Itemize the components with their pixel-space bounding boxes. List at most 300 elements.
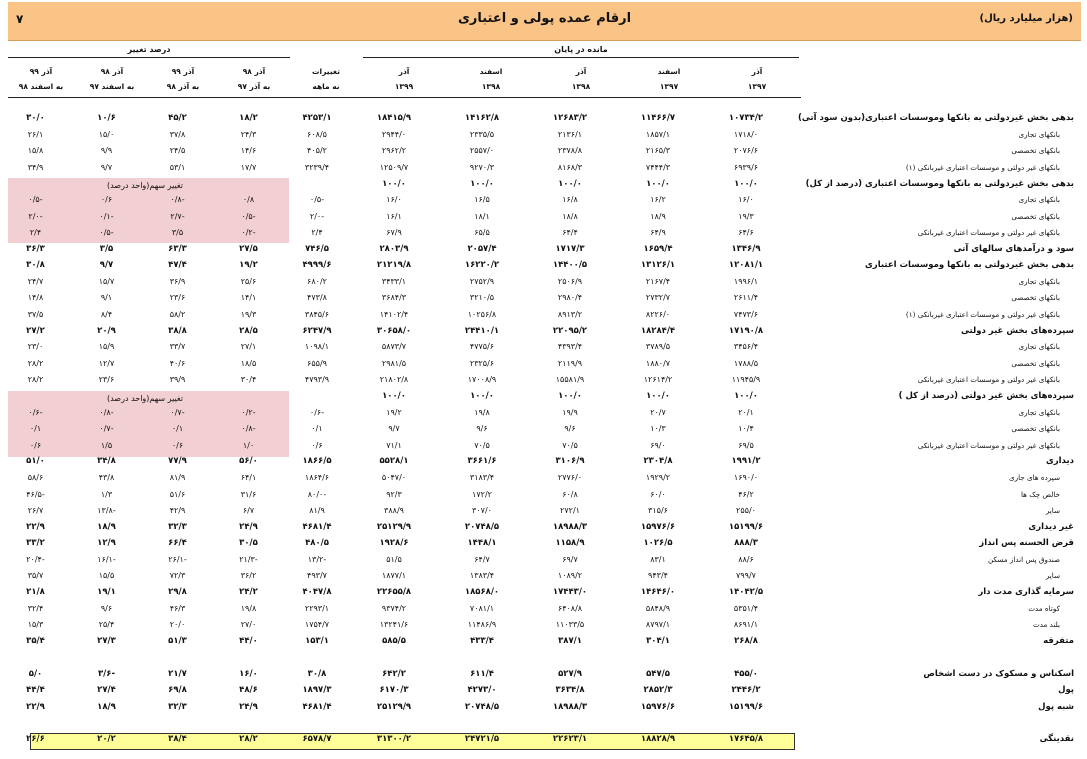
table-cell: ۱۸۶۶/۵ — [302, 456, 332, 467]
table-cell: ۲۰/۹ — [97, 325, 116, 336]
table-cell — [438, 715, 526, 731]
table-cell: ۷۰/۵ — [562, 440, 578, 450]
table-cell: ۱۷۱۹۰/۸ — [728, 325, 764, 336]
table-cell: ۱۶۹۰/۰ — [733, 473, 759, 483]
table-cell: ۸۱/۹ — [309, 505, 325, 515]
table-cell: ۱۶/۱ — [386, 211, 402, 221]
table-cell: ۹۴۳/۴ — [648, 571, 668, 581]
column-header-line2: نه ماهه — [312, 82, 340, 91]
table-cell: ۴۸/۶ — [239, 685, 258, 696]
table-cell — [0, 649, 71, 665]
column-header — [369, 64, 439, 94]
table-row — [0, 682, 1074, 698]
row-label: بانکهای تخصصی — [1011, 424, 1060, 434]
table-cell: ۲۶/۱ — [27, 130, 44, 140]
table-cell: -۰/۵ — [28, 195, 43, 205]
table-cell: ۱۴۰۴۲/۵ — [728, 587, 764, 598]
table-cell: ۳۱۳۰۰/۲ — [376, 734, 412, 745]
table-cell: ۲۱۸۰۲/۸ — [379, 375, 409, 385]
table-cell — [526, 715, 614, 731]
table-cell: ۴۷۷۵/۶ — [469, 342, 495, 352]
table-cell: ۲۸/۲ — [27, 375, 44, 385]
table-cell — [702, 715, 790, 731]
table-cell — [142, 649, 213, 665]
table-cell — [213, 649, 284, 665]
table-row — [0, 453, 1074, 469]
table-cell: ۱۹/۹ — [562, 407, 578, 417]
table-cell: ۱/۳ — [100, 489, 113, 499]
table-cell: ۴۲۷۳/۰ — [467, 685, 497, 696]
table-cell: ۰/۱ — [311, 424, 323, 434]
table-cell: ۳۴۳۳/۱ — [381, 277, 407, 287]
table-cell: ۱۸۴۱۵/۹ — [376, 113, 412, 124]
table-cell: ۴۴/۴ — [26, 685, 45, 696]
table-cell: ۴۴/۰ — [239, 636, 258, 647]
row-label: بانکهای تخصصی — [1011, 211, 1060, 221]
table-cell: ۳۱۸۳/۴ — [469, 473, 495, 483]
table-row — [0, 208, 1074, 224]
table-cell: ۲۹۴۴/۰ — [381, 130, 407, 140]
row-label: سرمایه گذاری مدت دار — [978, 587, 1074, 598]
table-cell: ۱۱۵۸/۹ — [555, 538, 585, 549]
column-header-line1: آذر — [398, 67, 410, 76]
table-cell — [438, 649, 526, 665]
table-cell: ۱۰/۳ — [650, 424, 666, 434]
row-label: بانکهای تجاری — [1018, 342, 1060, 352]
table-cell: ۹/۹ — [100, 146, 113, 156]
table-cell — [0, 175, 71, 191]
row-label: بانکهای غیر دولتی و موسسات اعتباری غیربانکی — [917, 228, 1060, 238]
table-row — [0, 633, 1074, 649]
column-header-line2: ۱۳۹۷ — [747, 82, 767, 91]
column-header-line2: ۱۳۹۸ — [481, 82, 501, 91]
table-cell: ۳۴/۹ — [27, 162, 44, 172]
table-cell: ۶۴۲/۲ — [382, 668, 406, 679]
table-cell: ۲۲۰۹۵/۲ — [552, 325, 588, 336]
table-cell: ۱۹۹۱/۲ — [731, 456, 761, 467]
table-cell: ۶۴/۹ — [650, 228, 666, 238]
table-cell: ۴۹۳/۷ — [307, 571, 327, 581]
table-cell: -۰/۲ — [241, 407, 256, 417]
table-cell: ۰/۸ — [242, 195, 255, 205]
table-cell: ۳۳/۲ — [26, 538, 45, 549]
table-cell: ۲۱۱۹/۹ — [557, 358, 583, 368]
table-cell: ۳۲/۳ — [168, 521, 187, 532]
table-cell: ۷۴۷۳/۶ — [733, 309, 759, 319]
table-cell: ۲۸۵۲/۳ — [643, 685, 673, 696]
table-cell: -۱۶/۱ — [97, 554, 116, 564]
table-cell — [142, 388, 213, 404]
table-cell: ۱۸/۲ — [239, 113, 258, 124]
table-cell: ۳۸۸/۹ — [384, 505, 404, 515]
table-cell: ۱۷۱۸/۰ — [733, 130, 759, 140]
table-cell — [614, 649, 702, 665]
table-cell: ۲۸۰۳/۹ — [379, 243, 409, 254]
column-header-line1: آذر — [575, 67, 587, 76]
table-cell: ۳۹/۹ — [169, 375, 186, 385]
table-cell: ۲۴/۵ — [169, 146, 186, 156]
table-cell: ۶۹/۷ — [562, 554, 578, 564]
table-cell: ۲۲۶۵۵/۸ — [376, 587, 412, 598]
table-cell: ۱۴۱۶۲/۸ — [464, 113, 500, 124]
table-cell: ۴۷/۴ — [168, 260, 187, 271]
table-cell: ۵۵۲۸/۱ — [379, 456, 409, 467]
table-cell: ۶۴/۴ — [562, 228, 578, 238]
table-cell: ۱۵/۰ — [98, 130, 115, 140]
table-cell: ۹/۶ — [100, 603, 113, 613]
table-cell: ۴۷۹۳/۹ — [304, 375, 330, 385]
table-row — [0, 437, 1074, 453]
table-cell: ۲۲۹۳/۱ — [304, 603, 330, 613]
table-cell: -۴۶/۵ — [26, 489, 45, 499]
table-row — [0, 666, 1074, 682]
table-cell: ۳۰۶۵۸/۰ — [376, 325, 412, 336]
table-cell: ۹۲۷۰/۳ — [469, 162, 495, 172]
table-cell: ۱۵۱۹۹/۶ — [728, 521, 764, 532]
table-cell — [142, 175, 213, 191]
table-cell: ۵۸۵/۵ — [382, 636, 406, 647]
row-label: بانکهای تجاری — [1018, 277, 1060, 287]
table-cell: ۱۴/۱ — [240, 293, 257, 303]
row-label: بانکهای تخصصی — [1011, 293, 1060, 303]
row-label: صندوق پس انداز مسکن — [987, 554, 1060, 564]
table-cell: ۹/۷ — [99, 260, 114, 271]
row-label — [790, 715, 1074, 731]
table-cell — [71, 175, 142, 191]
table-cell: ۸/۴ — [100, 309, 113, 319]
table-cell: ۲۴/۳ — [240, 130, 257, 140]
row-label: سپرده های جاری — [1008, 473, 1060, 483]
table-cell — [526, 649, 614, 665]
table-cell: ۷۹۹/۷ — [736, 571, 756, 581]
table-row — [0, 617, 1074, 633]
table-cell: ۱۶/۰ — [386, 195, 402, 205]
table-cell: ۲۷۳۲/۷ — [645, 293, 671, 303]
table-cell: ۴۶/۲ — [738, 489, 754, 499]
table-row — [0, 306, 1074, 322]
table-cell: ۹۳۷۴/۲ — [381, 603, 407, 613]
table-cell: ۳۰/۵ — [239, 538, 258, 549]
table-cell: ۹/۶ — [564, 424, 576, 434]
column-header-line2: به اسفند ۹۸ — [18, 82, 64, 91]
table-cell: ۲۲۶۲۳/۱ — [552, 734, 588, 745]
table-cell: -۰/۶ — [309, 407, 325, 417]
row-label: پول — [1058, 685, 1074, 696]
table-cell: ۱۸/۹ — [97, 701, 116, 712]
table-cell: ۲۷۷۶/۰ — [557, 473, 583, 483]
table-cell: ۲۹۶۲/۲ — [381, 146, 407, 156]
table-cell: ۲۴/۹ — [239, 521, 258, 532]
table-cell: ۴۰۴۷/۸ — [302, 587, 332, 598]
column-header — [456, 64, 526, 94]
table-cell: ۱۸۲۸۴/۴ — [640, 325, 676, 336]
table-cell: ۲۱۶۷/۴ — [645, 277, 671, 287]
table-cell: ۱۹/۸ — [240, 603, 257, 613]
row-label: کوتاه مدت — [1028, 603, 1060, 613]
table-cell: ۱۳۴۶/۹ — [731, 243, 761, 254]
row-label: سود و درآمدهای سالهای آتی — [953, 243, 1074, 254]
table-cell — [284, 649, 350, 665]
table-cell: ۲۶/۷ — [27, 505, 44, 515]
table-cell: ۱۴۴۸/۱ — [467, 538, 497, 549]
table-cell: ۶۴۰۸/۸ — [557, 603, 583, 613]
table-cell: ۲۵۰۶/۹ — [557, 277, 583, 287]
table-cell: ۳۶/۹ — [169, 277, 186, 287]
table-cell: ۲۵۱۲۹/۹ — [376, 701, 412, 712]
table-cell: ۱۲/۹ — [97, 538, 116, 549]
table-cell: ۳۸/۸ — [168, 325, 187, 336]
table-cell: ۱۳۸۳/۴ — [469, 571, 495, 581]
table-cell: ۸۹۱۳/۲ — [557, 309, 583, 319]
table-cell: ۱۳۲۴۱/۶ — [379, 620, 409, 630]
table-cell: ۱۷۸۸/۵ — [733, 358, 759, 368]
table-cell: ۱۰/۶ — [97, 113, 116, 124]
table-cell: ۴۷۳/۸ — [307, 293, 327, 303]
table-cell: ۱۸۹۸۸/۳ — [552, 701, 588, 712]
table-cell: ۱۴۱۰۲/۴ — [379, 309, 409, 319]
table-cell: ۲۸/۲ — [27, 358, 44, 368]
table-cell: ۵۲۷/۹ — [558, 668, 582, 679]
table-cell: ۸۲۲۶/۰ — [645, 309, 671, 319]
table-cell: ۱۰۸۹/۲ — [557, 571, 583, 581]
table-cell — [350, 649, 438, 665]
table-cell: ۲۳۷۸/۸ — [557, 146, 583, 156]
table-cell: ۸۶۹۱/۱ — [733, 620, 759, 630]
table-cell: ۱۹/۲ — [386, 407, 402, 417]
row-label: سپرده‌های بخش غیر دولتی (درصد از کل ) — [898, 391, 1074, 402]
table-cell: ۶۶/۴ — [168, 538, 187, 549]
table-cell: ۸۱/۹ — [169, 473, 186, 483]
table-cell: ۱۰۰/۰ — [734, 178, 758, 189]
table-cell: ۲۶۱۱/۴ — [733, 293, 759, 303]
row-label: بانکهای تخصصی — [1011, 146, 1060, 156]
table-cell: ۶۸۰/۲ — [307, 277, 327, 287]
table-cell: ۷۲/۳ — [169, 571, 186, 581]
table-cell — [213, 715, 284, 731]
table-cell: ۱۶۲۲۰/۲ — [464, 260, 500, 271]
table-cell: ۱۷۰۰۸/۹ — [467, 375, 497, 385]
table-cell: ۲۶/۶ — [26, 734, 45, 745]
table-cell: ۲۲/۹ — [26, 521, 45, 532]
table-cell: ۴۰/۶ — [169, 358, 186, 368]
table-cell: ۱۰۲۵۶/۸ — [467, 309, 497, 319]
table-cell: ۲۴۷۲۱/۵ — [464, 734, 500, 745]
table-row — [0, 649, 1074, 665]
column-header — [296, 64, 356, 94]
table-cell: ۷۰/۵ — [474, 440, 490, 450]
table-cell: ۱۹۲۹/۲ — [645, 473, 671, 483]
table-cell: ۱۶/۵ — [474, 195, 490, 205]
table-cell: ۱۸۸۲۸/۹ — [640, 734, 676, 745]
table-cell: -۲/۰ — [309, 211, 325, 221]
table-cell: ۱۰۰/۰ — [646, 178, 670, 189]
table-cell: -۰/۸ — [99, 407, 114, 417]
table-cell: ۸۱۶۸/۳ — [557, 162, 583, 172]
table-cell: ۲/۴ — [311, 228, 323, 238]
table-cell: ۱۴۴۰۰/۵ — [552, 260, 588, 271]
table-cell: ۳۰/۴ — [240, 375, 257, 385]
table-cell: ۱۵۵۸۱/۹ — [555, 375, 585, 385]
table-cell: ۲۰/۰ — [169, 620, 186, 630]
table-cell: ۱۷/۷ — [240, 162, 257, 172]
table-cell: -۰/۷ — [170, 407, 185, 417]
table-cell: ۴۰۵/۲ — [307, 146, 327, 156]
table-cell: ۲۰/۷ — [650, 407, 666, 417]
table-cell: ۲۹/۸ — [168, 587, 187, 598]
table-row — [0, 421, 1074, 437]
table-cell: ۸۳/۱ — [650, 554, 666, 564]
table-cell: ۱۴۶۴۶/۰ — [640, 587, 676, 598]
column-header-line1: اسفند — [657, 67, 681, 76]
table-cell: ۳۸۴۵/۶ — [304, 309, 330, 319]
table-cell: ۱۸۹۸۸/۳ — [552, 521, 588, 532]
table-cell: ۴۲۵۳/۱ — [302, 113, 332, 124]
table-cell: ۹۲/۳ — [386, 489, 402, 499]
table-cell: -۰/۸ — [241, 424, 256, 434]
table-cell: ۱۳۱۲۶/۱ — [640, 260, 676, 271]
column-header — [87, 64, 137, 94]
table-row — [0, 290, 1074, 306]
table-cell: ۵۸۷۳/۷ — [381, 342, 407, 352]
table-cell: ۲۵۵/۰ — [736, 505, 756, 515]
table-cell: ۴۳/۸ — [98, 473, 115, 483]
table-cell: ۱/۰ — [242, 440, 255, 450]
table-cell: -۳/۶ — [97, 668, 115, 679]
column-header-line2: ۱۳۹۹ — [394, 82, 414, 91]
table-row — [0, 731, 1074, 747]
table-row — [0, 175, 1074, 191]
table-cell: ۲۱/۷ — [168, 668, 187, 679]
table-cell: ۳۱۰۶/۹ — [555, 456, 585, 467]
table-cell: ۲۰۷۶/۶ — [733, 146, 759, 156]
table-cell: ۳/۵ — [171, 228, 184, 238]
table-cell: ۲۸/۲ — [239, 734, 258, 745]
table-cell: ۲۳/۰ — [27, 342, 44, 352]
table-cell: ۴۶/۳ — [169, 603, 186, 613]
table-cell: ۵۱/۵ — [386, 554, 402, 564]
table-cell: ۲۵۱۲۹/۹ — [376, 521, 412, 532]
table-cell: ۳۲/۳ — [168, 701, 187, 712]
table-cell: ۳۲/۴ — [27, 603, 44, 613]
table-row — [0, 126, 1074, 142]
table-cell: ۱۸۸۰/۷ — [645, 358, 671, 368]
row-label: متفرقه — [1043, 636, 1074, 647]
table-cell: -۲۰/۴ — [26, 554, 45, 564]
unit-label: (هزار میلیارد ریال) — [979, 13, 1073, 24]
table-cell: ۱۹/۳ — [738, 211, 754, 221]
column-header-line2: به اسفند ۹۷ — [89, 82, 135, 91]
table-cell: ۲۰۷۴۸/۵ — [464, 701, 500, 712]
table-row — [0, 551, 1074, 567]
table-cell: ۱۸/۹ — [650, 211, 666, 221]
column-header-line1: آذر — [751, 67, 763, 76]
row-label: بانکهای تجاری — [1018, 195, 1060, 205]
table-cell: ۱۲۰۸۱/۱ — [728, 260, 764, 271]
table-cell: ۴۸۰/۵ — [305, 538, 329, 549]
table-cell: ۰/۶ — [100, 195, 113, 205]
table-cell: ۲۳۲۵/۶ — [469, 358, 495, 368]
table-cell: ۶۹/۵ — [738, 440, 754, 450]
table-cell: ۱۹/۸ — [474, 407, 490, 417]
row-label: بانکهای غیر دولتی و موسسات اعتباری غیربانکی — [917, 440, 1060, 450]
table-cell: ۱۰۰/۰ — [470, 391, 494, 402]
table-cell: ۳۵/۷ — [27, 571, 44, 581]
table-row — [0, 519, 1074, 535]
table-cell: ۴۳۳/۴ — [470, 636, 494, 647]
table-cell: ۶۲۴۷/۹ — [302, 325, 332, 336]
table-cell: ۱۲/۷ — [98, 358, 115, 368]
table-cell: ۱۷۵۴/۷ — [304, 620, 330, 630]
table-cell: ۳۶/۲ — [240, 571, 257, 581]
table-cell: ۱۰۰/۰ — [382, 178, 406, 189]
table-cell — [0, 388, 71, 404]
table-cell: -۲۱/۳ — [239, 554, 258, 564]
table-cell: ۱۰۰/۰ — [734, 391, 758, 402]
table-cell: ۲۵/۶ — [240, 277, 257, 287]
table-cell: ۲۷/۰ — [240, 620, 257, 630]
column-header-line2: ۱۳۹۸ — [571, 82, 591, 91]
table-cell: ۵۱/۳ — [168, 636, 187, 647]
table-cell: ۱۱۹۴۵/۹ — [731, 375, 761, 385]
table-cell: ۳۰۴/۱ — [646, 636, 670, 647]
table-cell: ۱۸/۸ — [562, 211, 578, 221]
table-cell: ۵۰۴۷/۰ — [381, 473, 407, 483]
page-title: ارقام عمده پولی و اعتباری — [457, 11, 632, 26]
table-cell: ۳۷/۸ — [169, 130, 186, 140]
table-cell — [284, 175, 350, 191]
table-cell: -۰/۷ — [99, 424, 114, 434]
row-label: بانکهای تخصصی — [1011, 358, 1060, 368]
table-cell: ۱۶/۲ — [650, 195, 666, 205]
data-table — [0, 110, 1074, 747]
row-label: بانکهای تجاری — [1018, 130, 1060, 140]
table-cell: ۱۷۴۴۳/۰ — [552, 587, 588, 598]
shade-label-deposits: تغییر سهم(واحد درصد) — [106, 394, 184, 403]
table-cell: ۶۴/۶ — [738, 228, 754, 238]
table-cell: ۵۱/۰ — [26, 456, 45, 467]
table-cell — [350, 715, 438, 731]
group-header-change: درصد تغییر — [8, 45, 290, 58]
table-cell: -۲/۰ — [28, 211, 43, 221]
table-cell: ۲۷۵۲/۹ — [469, 277, 495, 287]
table-cell: ۳۱۵/۶ — [648, 505, 668, 515]
table-row — [0, 404, 1074, 420]
table-cell: ۱۸۹۷/۳ — [302, 685, 332, 696]
table-cell: ۱۵/۸ — [27, 146, 44, 156]
table-cell: ۱۲۵۰۹/۷ — [379, 162, 409, 172]
table-cell: ۲۲/۹ — [26, 701, 45, 712]
column-header — [722, 64, 792, 94]
table-cell: ۳۳/۷ — [169, 342, 186, 352]
table-cell: ۵/۰ — [28, 668, 43, 679]
table-cell — [284, 715, 350, 731]
table-cell: ۶۳/۳ — [168, 243, 187, 254]
column-header-line1: آذر ۹۸ — [242, 67, 266, 76]
table-cell: ۵۱/۶ — [169, 489, 186, 499]
table-row — [0, 224, 1074, 240]
table-cell: ۵۶/۰ — [239, 456, 258, 467]
table-cell: ۱۸۷۷/۱ — [381, 571, 407, 581]
table-cell: ۱/۵ — [100, 440, 113, 450]
table-cell: ۱۹۲۸/۶ — [379, 538, 409, 549]
table-row — [0, 486, 1074, 502]
table-cell: ۳۰/۸ — [26, 260, 45, 271]
table-cell: -۱۳/۲ — [307, 554, 327, 564]
table-cell: ۶۵۷۸/۷ — [302, 734, 332, 745]
table-cell: ۲۱۲۱۹/۸ — [376, 260, 412, 271]
table-cell: ۱۸/۹ — [97, 521, 116, 532]
table-cell: ۳۴۵۶/۴ — [733, 342, 759, 352]
